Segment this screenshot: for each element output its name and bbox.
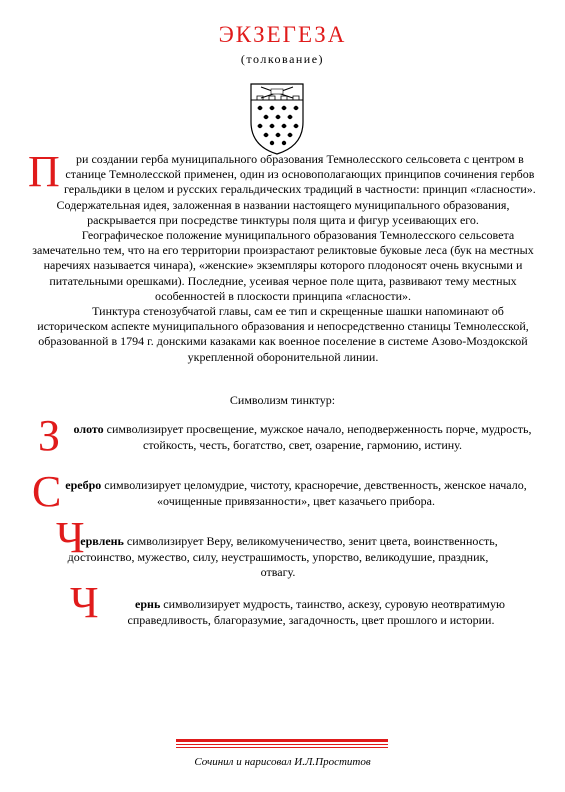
intro-paragraph-3: Тинктура стенозубчатой главы, сам ее тип и скрещенные шашки напоминают об историческом аспекте муниципального образования и непосредственно станицы Темнолесской, образованной в 1794 г. донскими казаками как военное поселение в системе Азово-Моздокской укрепленной оборонительной линии. (37, 304, 529, 364)
dropcap-red: Ч (56, 513, 85, 562)
footer-divider (176, 739, 388, 748)
intro-paragraph-2: Географическое положение муниципального образования Темнолесского сельсовета замечательно тем, что на его территории произрастают реликтовые буковые леса (бук на местных наречиях называется чинара), «женские» экземпляры которого плодоносят очень вкусными и питательными орешками). Последние, усеивая черное поле щита, развивают тему местных особенностей в плоскости принципа «гласности». (32, 228, 534, 303)
tincture-gold (38, 411, 545, 460)
tincture-red-text: символизирует Веру, великомученичество, зенит цвета, воинственность, достоинство, мужество, силу, неустрашимость, упорство, великодушие, праздник, отвагу. (67, 534, 498, 579)
dropcap-silver: С (32, 467, 62, 516)
tinctures-heading: Символизм тинктур: (229, 393, 336, 407)
tincture-gold-text: символизирует просвещение, мужское начало, неподверженность порче, мудрость, стойкость, честь, богатство, свет, озарение, гармонию, истину. (103, 422, 532, 452)
tincture-gold-name: олото (73, 422, 104, 436)
tincture-black (70, 578, 546, 628)
footer-credit: Сочинил и нарисовал И.Л.Проститов (194, 756, 371, 768)
dropcap-black: Ч (70, 578, 99, 627)
page-title: ЭКЗЕГЕЗА (218, 22, 347, 47)
tincture-black-name: ернь (135, 597, 161, 611)
tincture-red (56, 513, 498, 581)
tincture-silver-text: символизирует целомудрие, чистоту, красноречие, девственность, женское начало, «очищенные привязанности», цвет казачьего прибора. (101, 478, 527, 508)
intro-text (28, 147, 538, 365)
dropcap-p: П (28, 147, 60, 196)
tincture-black-text: символизирует мудрость, таинство, аскезу, суровую неотвратимую справедливость, благоразумие, загадочность, цвет прошлого и истории. (127, 597, 505, 627)
tincture-silver-name: еребро (65, 478, 102, 492)
dropcap-gold: З (38, 411, 61, 460)
intro-paragraph-1: ри создании герба муниципального образования Темнолесского сельсовета с центром в станице Темнолесской применен, один из основополагающих принципов сочинения гербов геральдики в целом и русских геральдических традиций в частности: принцип «гласности». Содержательная идея, заложенная в названии настоящего муниципального образования, раскрывается при посредстве тинктуры поля щита и фигур усеивающих его. (56, 152, 536, 227)
tincture-red-name: ервлень (80, 534, 124, 548)
tincture-silver (32, 467, 536, 516)
coat-of-arms-icon (247, 78, 307, 156)
page-subtitle: (толкование) (240, 52, 325, 66)
